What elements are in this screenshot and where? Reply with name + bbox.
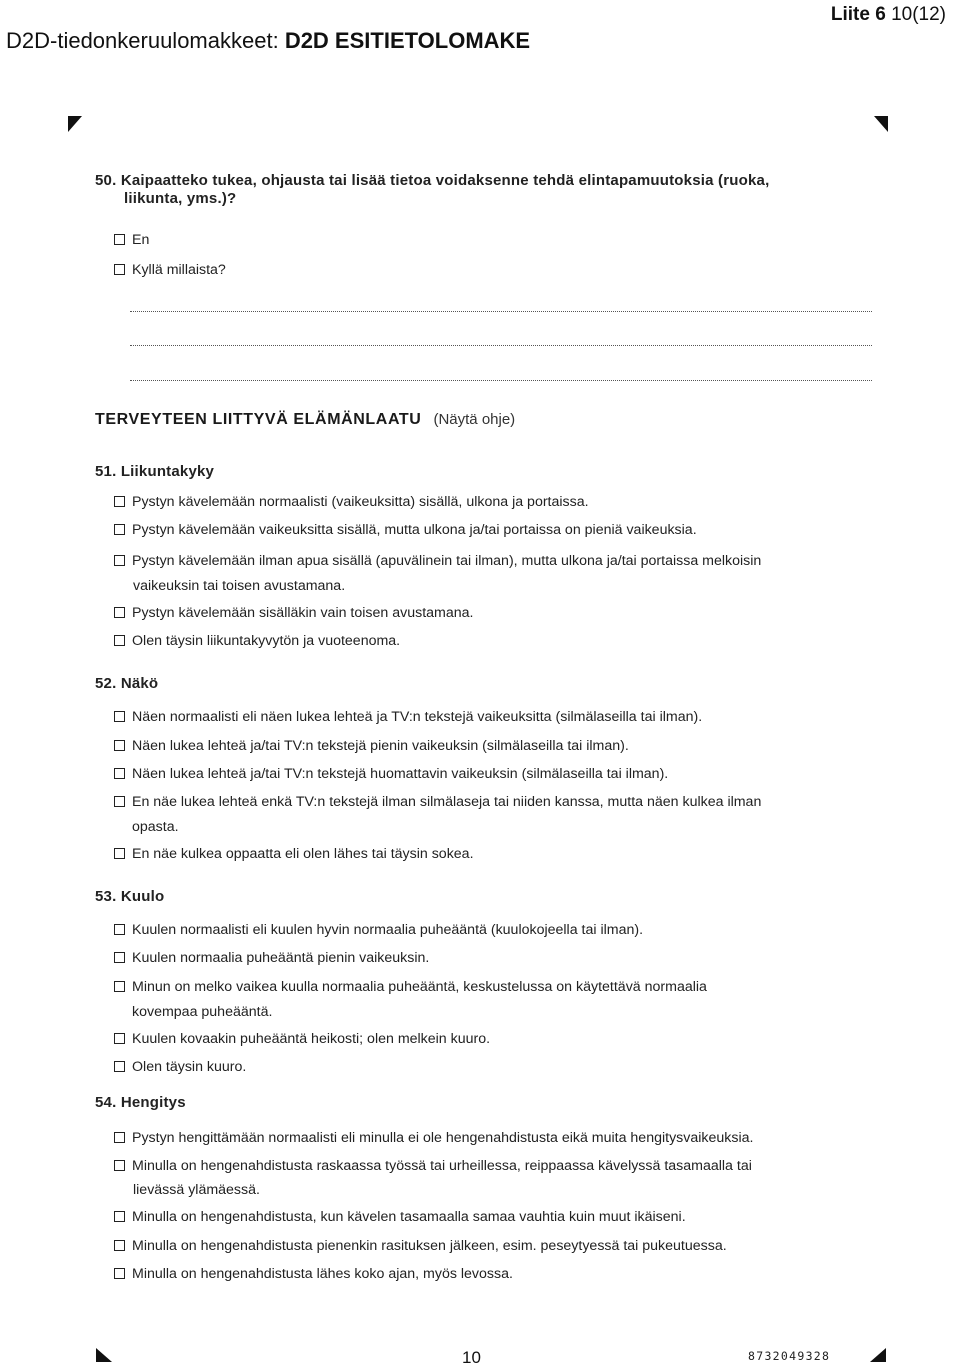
checkbox[interactable]: [114, 740, 125, 751]
q51-option-3-cont: vaikeuksin tai toisen avustamana.: [133, 578, 346, 594]
checkbox[interactable]: [114, 496, 125, 507]
q53-option-3-cont: kovempaa puheääntä.: [132, 1004, 273, 1020]
option-label: Kuulen kovaakin puheääntä heikosti; olen melkein kuuro.: [132, 1031, 491, 1047]
q51-option-5[interactable]: [114, 629, 400, 653]
q52-option-4-cont: opasta.: [132, 819, 179, 835]
q50-title-cont: liikunta, yms.)?: [124, 190, 237, 207]
checkbox[interactable]: [114, 796, 125, 807]
checkbox[interactable]: [114, 607, 125, 618]
checkbox[interactable]: [114, 555, 125, 566]
q54-option-1[interactable]: [114, 1126, 753, 1150]
q51-option-3[interactable]: [114, 549, 761, 573]
checkbox[interactable]: [114, 524, 125, 535]
checkbox[interactable]: [114, 635, 125, 646]
q51-option-2[interactable]: [114, 518, 697, 542]
checkbox[interactable]: [114, 1211, 125, 1222]
form-code: 8732049328: [748, 1349, 831, 1363]
option-label: Olen täysin kuuro.: [132, 1059, 247, 1075]
answer-line-3[interactable]: [130, 380, 872, 381]
q54-option-2-cont: lievässä ylämäessä.: [133, 1182, 260, 1198]
checkbox[interactable]: [114, 1033, 125, 1044]
q54-option-5[interactable]: [114, 1262, 513, 1286]
option-label: Pystyn kävelemään ilman apua sisällä (apuvälinein tai ilman), mutta ulkona ja/tai portaissa melkoisin: [132, 553, 762, 569]
q51-option-4[interactable]: [114, 601, 473, 625]
q52-option-3[interactable]: [114, 762, 668, 786]
page-number: 10: [462, 1348, 481, 1367]
checkbox[interactable]: [114, 924, 125, 935]
document-title-bold: D2D ESITIETOLOMAKE: [284, 28, 531, 53]
q52-option-5[interactable]: [114, 842, 474, 866]
option-label: Kuulen normaalisti eli kuulen hyvin normaalia puheääntä (kuulokojeella tai ilman).: [132, 922, 644, 938]
q54-option-2[interactable]: [114, 1154, 752, 1178]
appendix-label-bold: Liite 6: [830, 4, 886, 25]
q52-option-4[interactable]: [114, 790, 761, 814]
q51-option-1[interactable]: [114, 490, 589, 514]
q53-option-3[interactable]: [114, 975, 707, 999]
q52-title: 52. Näkö: [95, 675, 159, 692]
option-label: Kyllä millaista?: [132, 262, 226, 278]
checkbox[interactable]: [114, 1132, 125, 1143]
q52-option-1[interactable]: [114, 705, 702, 729]
option-label: Kuulen normaalia puheääntä pienin vaikeuksin.: [132, 950, 430, 966]
option-label: En näe kulkea oppaatta eli olen lähes tai täysin sokea.: [132, 846, 474, 862]
option-label: En näe lukea lehteä enkä TV:n tekstejä ilman silmälaseja tai niiden kanssa, mutta näen kulkea ilman: [132, 794, 762, 810]
checkbox[interactable]: [114, 1240, 125, 1251]
option-label: Minulla on hengenahdistusta raskaassa työssä tai urheillessa, reippaassa kävelyssä tasamaalla tai: [132, 1158, 752, 1174]
q53-option-4[interactable]: [114, 1027, 490, 1051]
checkbox[interactable]: [114, 768, 125, 779]
option-label: En: [132, 232, 150, 248]
section-title: [95, 411, 515, 429]
registration-mark-bottom-left: [96, 1348, 112, 1362]
section-title-text: TERVEYTEEN LIITTYVÄ ELÄMÄNLAATU: [95, 411, 422, 428]
q53-option-1[interactable]: [114, 918, 643, 942]
q53-option-5[interactable]: [114, 1055, 246, 1079]
q52-option-2[interactable]: [114, 734, 629, 758]
q50-option-2[interactable]: [114, 258, 226, 282]
document-title-prefix: D2D-tiedonkeruulomakkeet:: [6, 28, 285, 53]
registration-mark-top-right: [874, 116, 888, 132]
option-label: Minulla on hengenahdistusta pienenkin rasituksen jälkeen, esim. peseytyessä tai pukeutuessa.: [132, 1238, 727, 1254]
option-label: Pystyn hengittämään normaalisti eli minulla ei ole hengenahdistusta eikä muita hengitysvaikeuksia.: [132, 1130, 754, 1146]
option-label: Minulla on hengenahdistusta, kun kävelen tasamaalla samaa vauhtia kuin muut ikäiseni.: [132, 1209, 686, 1225]
document-title: [6, 28, 530, 54]
option-label: Näen lukea lehteä ja/tai TV:n tekstejä huomattavin vaikeuksin (silmälaseilla tai ilman).: [132, 766, 669, 782]
appendix-page: 10(12): [885, 4, 946, 25]
q54-title: 54. Hengitys: [95, 1094, 186, 1111]
checkbox[interactable]: [114, 1268, 125, 1279]
option-label: Minun on melko vaikea kuulla normaalia puheääntä, keskustelussa on käytettävä normaalia: [132, 979, 707, 995]
section-hint: (Näytä ohje): [433, 411, 516, 428]
appendix-label: [831, 4, 946, 26]
checkbox[interactable]: [114, 1160, 125, 1171]
option-label: Näen lukea lehteä ja/tai TV:n tekstejä pienin vaikeuksin (silmälaseilla tai ilman).: [132, 738, 629, 754]
option-label: Pystyn kävelemään sisälläkin vain toisen avustamana.: [132, 605, 474, 621]
checkbox[interactable]: [114, 264, 125, 275]
option-label: Näen normaalisti eli näen lukea lehteä ja TV:n tekstejä vaikeuksitta (silmälaseilla tai ilman).: [132, 709, 703, 725]
q50-title: 50. Kaipaatteko tukea, ohjausta tai lisää tietoa voidaksenne tehdä elintapamuutoksia (ruoka,: [95, 172, 770, 189]
checkbox[interactable]: [114, 1061, 125, 1072]
registration-mark-top-left: [68, 116, 82, 132]
q50-option-1[interactable]: [114, 228, 149, 252]
checkbox[interactable]: [114, 848, 125, 859]
checkbox[interactable]: [114, 234, 125, 245]
option-label: Minulla on hengenahdistusta lähes koko ajan, myös levossa.: [132, 1266, 513, 1282]
registration-mark-bottom-right: [870, 1348, 886, 1362]
q54-option-4[interactable]: [114, 1234, 727, 1258]
answer-line-1[interactable]: [130, 311, 872, 312]
q54-option-3[interactable]: [114, 1205, 686, 1229]
option-label: Pystyn kävelemään vaikeuksitta sisällä, mutta ulkona ja/tai portaissa on pieniä vaikeuksia.: [132, 522, 697, 538]
q53-title: 53. Kuulo: [95, 888, 165, 905]
q51-title: 51. Liikuntakyky: [95, 463, 215, 480]
option-label: Olen täysin liikuntakyvytön ja vuoteenoma.: [132, 633, 401, 649]
checkbox[interactable]: [114, 981, 125, 992]
answer-line-2[interactable]: [130, 345, 872, 346]
q53-option-2[interactable]: [114, 946, 429, 970]
checkbox[interactable]: [114, 952, 125, 963]
checkbox[interactable]: [114, 711, 125, 722]
option-label: Pystyn kävelemään normaalisti (vaikeuksitta) sisällä, ulkona ja portaissa.: [132, 494, 589, 510]
